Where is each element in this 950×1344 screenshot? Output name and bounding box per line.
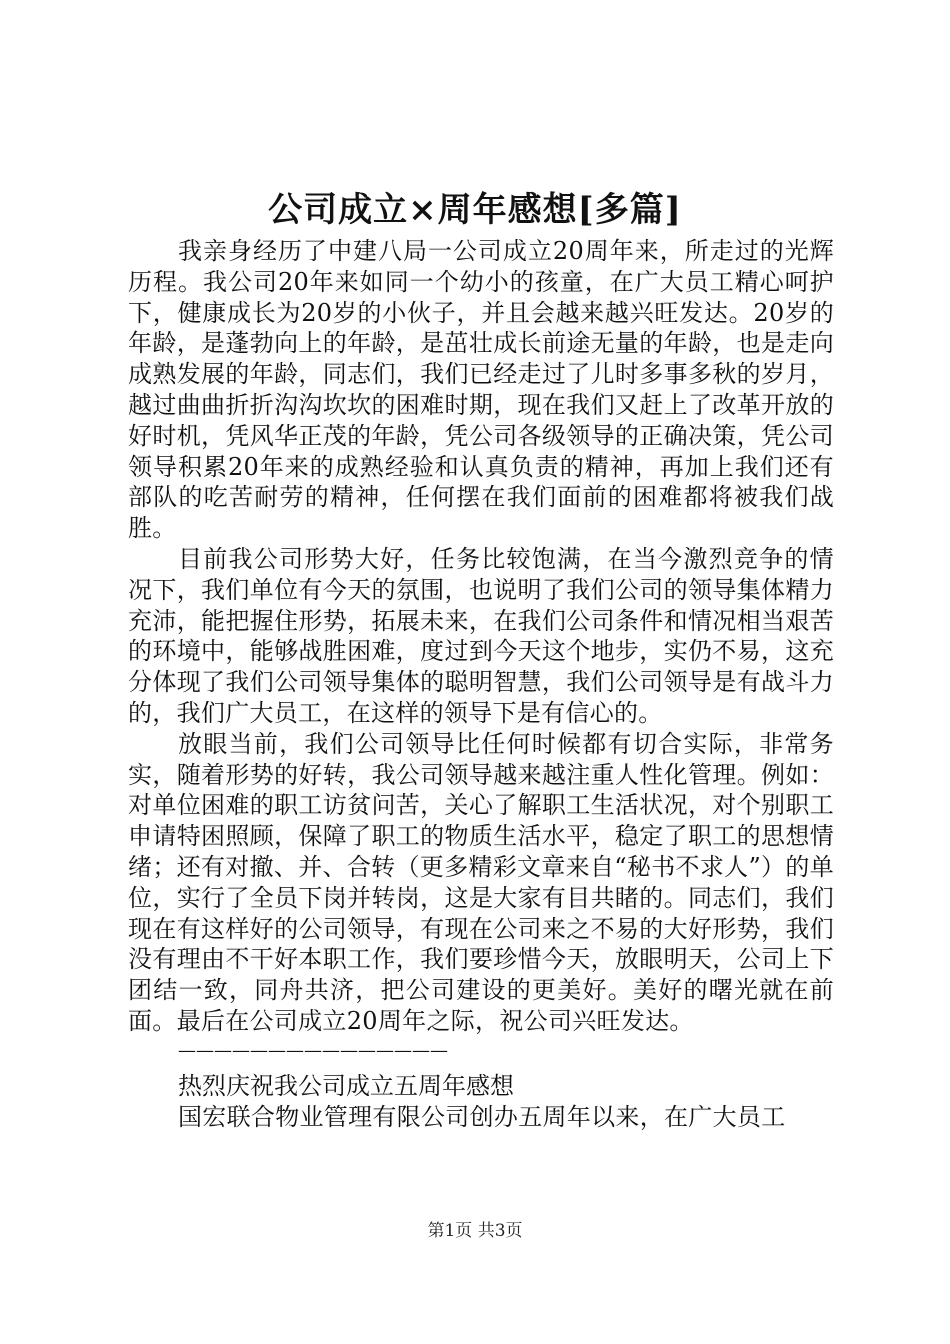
page-number-footer: 第1页 共3页 xyxy=(427,1221,523,1241)
section-paragraph: 国宏联合物业管理有限公司创办五周年以来，在广大员工 xyxy=(178,1102,786,1131)
paragraph-2: 目前我公司形势大好，任务比较饱满，在当今激烈竞争的情况下，我们单位有今天的氛围，也说明了我们公司的领导集体精力充沛，能把握住形势，拓展未来，在我们公司条件和情况相当艰苦的环境中，能够战胜困难，度过到今天这个地步，实仍不易，这充分体现了我们公司领导集体的聪明智慧，我们公司领导是有战斗力的，我们广大员工，在这样的领导下是有信心的。 xyxy=(128,544,834,727)
section-separator: ——————————————— xyxy=(178,1039,448,1061)
document-body xyxy=(128,236,834,1132)
document-title: 公司成立×周年感想[多篇] xyxy=(268,190,682,230)
paragraph-3: 放眼当前，我们公司领导比任何时候都有切合实际，非常务实，随着形势的好转，我公司领导越来越注重人性化管理。例如：对单位困难的职工访贫问苦，关心了解职工生活状况，对个别职工申请特困照顾，保障了职工的物质生活水平，稳定了职工的思想情绪；还有对撤、并、合转（更多精彩文章来自“秘书不求人”）的单位，实行了全员下岗并转岗，这是大家有目共睹的。同志们，我们现在有这样好的公司领导，有现在公司来之不易的大好形势，我们没有理由不干好本职工作，我们要珍惜今天，放眼明天，公司上下团结一致，同舟共济，把公司建设的更美好。美好的曙光就在前面。最后在公司成立20周年之际，祝公司兴旺发达。 xyxy=(128,729,834,1035)
paragraph-1: 我亲身经历了中建八局一公司成立20周年来，所走过的光辉历程。我公司20年来如同一个幼小的孩童，在广大员工精心呵护下，健康成长为20岁的小伙子，并且会越来越兴旺发达。20岁的年龄，是蓬勃向上的年龄，是茁壮成长前途无量的年龄，也是走向成熟发展的年龄，同志们，我们已经走过了儿时多事多秋的岁月，越过曲曲折折沟沟坎坎的困难时期，现在我们又赶上了改革开放的好时机，凭风华正茂的年龄，凭公司各级领导的正确决策，凭公司领导积累20年来的成熟经验和认真负责的精神，再加上我们还有部队的吃苦耐劳的精神，任何摆在我们面前的困难都将被我们战胜。 xyxy=(128,237,834,543)
section-heading: 热烈庆祝我公司成立五周年感想 xyxy=(178,1071,514,1100)
